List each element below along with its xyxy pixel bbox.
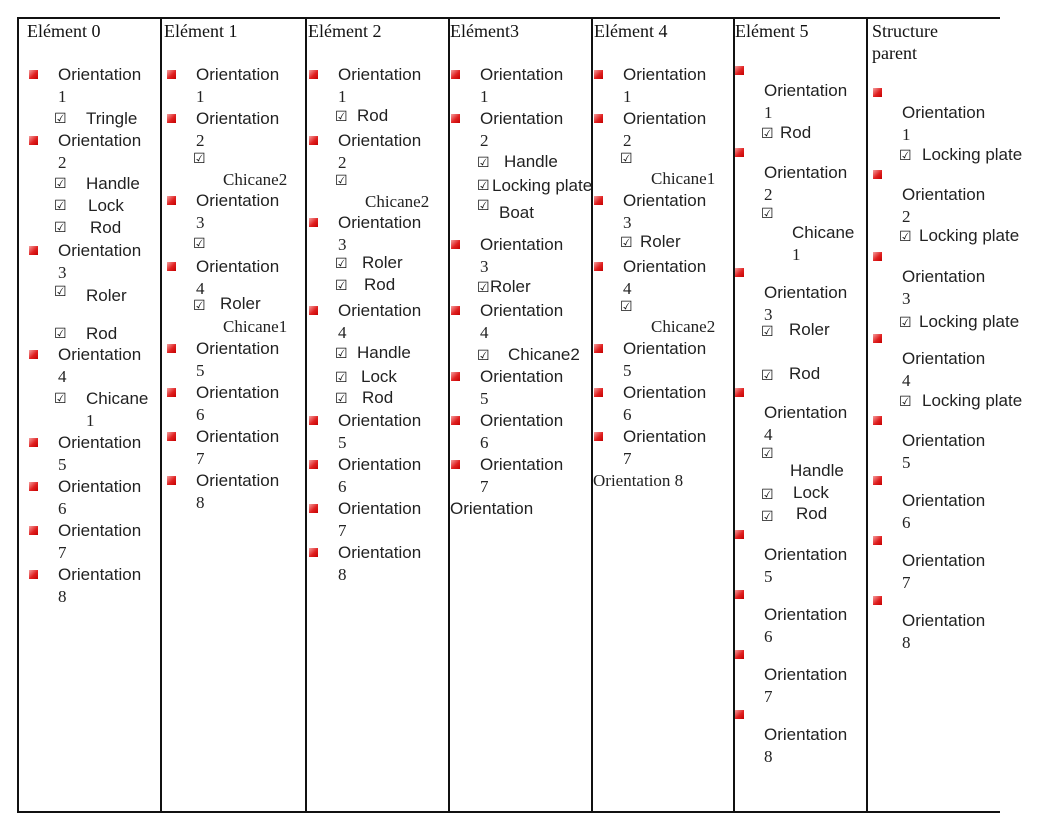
part-label: Chicane1: [651, 169, 716, 188]
orientation-number: 2: [480, 131, 489, 150]
orientation-label: Orientation: [338, 543, 422, 562]
bullet-icon: [873, 252, 882, 261]
checkbox-icon: ☑: [761, 126, 774, 142]
part-label: 1: [792, 245, 801, 264]
orientation-label: Orientation: [58, 65, 142, 84]
part-label: Rod: [789, 364, 821, 383]
orientation-label: Orientation: [338, 213, 422, 232]
bullet-icon: [594, 196, 603, 205]
checkbox-icon: ☑: [477, 178, 490, 194]
bullet-icon: [29, 526, 38, 535]
orientation-number: 4: [623, 279, 632, 298]
part-label: Roler: [220, 294, 261, 313]
orientation-label: Orientation: [764, 605, 848, 624]
orientation-label: Orientation: [623, 191, 707, 210]
orientation-label: Orientation: [450, 499, 534, 518]
checkbox-icon: ☑: [761, 509, 774, 525]
orientation-number: 8: [196, 493, 205, 512]
orientation-number: 1: [902, 125, 911, 144]
orientation-label: Orientation: [58, 477, 142, 496]
orientation-number: 6: [764, 627, 773, 646]
orientation-label: Orientation: [58, 131, 142, 150]
checkbox-icon: ☑: [761, 487, 774, 503]
orientation-label: Orientation: [196, 427, 280, 446]
bullet-icon: [309, 548, 318, 557]
orientation-number: 5: [623, 361, 632, 380]
orientation-number: 3: [58, 263, 67, 282]
orientation-label: Orientation: [902, 185, 986, 204]
orientation-label: Orientation: [480, 411, 564, 430]
part-label: Lock: [793, 483, 829, 502]
orientation-number: 4: [764, 425, 773, 444]
bullet-icon: [451, 460, 460, 469]
checkbox-icon: ☑: [899, 229, 912, 245]
part-label: 1: [86, 411, 95, 430]
orientation-number: 1: [338, 87, 347, 106]
orientation-number: 7: [58, 543, 67, 562]
orientation-label: Orientation: [196, 339, 280, 358]
bullet-icon: [873, 170, 882, 179]
checkbox-icon: ☑: [761, 446, 774, 462]
bullet-icon: [29, 350, 38, 359]
bullet-icon: [735, 590, 744, 599]
bullet-icon: [594, 432, 603, 441]
part-label: Lock: [88, 196, 124, 215]
column-header: Structure: [872, 21, 938, 41]
bullet-icon: [309, 504, 318, 513]
checkbox-icon: ☑: [899, 148, 912, 164]
part-label: Locking plate: [492, 176, 593, 195]
bullet-icon: [594, 262, 603, 271]
bullet-icon: [451, 306, 460, 315]
part-label: Handle: [504, 152, 558, 171]
bullet-icon: [735, 388, 744, 397]
bullet-icon: [873, 88, 882, 97]
bullet-icon: [167, 476, 176, 485]
orientation-number: 1: [623, 87, 632, 106]
checkbox-icon: ☑: [620, 299, 633, 315]
bullet-icon: [167, 70, 176, 79]
orientation-label: Orientation: [338, 499, 422, 518]
part-label: Chicane2: [508, 345, 580, 364]
bullet-icon: [735, 66, 744, 75]
orientation-label: Orientation: [196, 471, 280, 490]
orientation-label: Orientation: [480, 301, 564, 320]
orientation-number: 4: [480, 323, 489, 342]
part-label: Roler: [490, 277, 531, 296]
part-label: Locking plate: [922, 145, 1023, 164]
bullet-icon: [873, 596, 882, 605]
orientation-number: 4: [338, 323, 347, 342]
checkbox-icon: ☑: [54, 326, 67, 342]
orientation-label: Orientation: [196, 383, 280, 402]
checkbox-icon: ☑: [335, 391, 348, 407]
orientation-label: Orientation: [902, 349, 986, 368]
orientation-label: Orientation: [58, 241, 142, 260]
orientation-number: 7: [623, 449, 632, 468]
part-label: Chicane1: [223, 317, 288, 336]
orientation-label: Orientation: [58, 345, 142, 364]
part-label: Roler: [640, 232, 681, 251]
orientation-number: 6: [338, 477, 347, 496]
column-header-line2: parent: [872, 43, 917, 63]
orientation-label: Orientation: [902, 551, 986, 570]
orientation-number: 7: [338, 521, 347, 540]
orientation-label: Orientation: [338, 301, 422, 320]
checkbox-icon: ☑: [477, 198, 490, 214]
orientation-label: Orientation: [58, 565, 142, 584]
bullet-icon: [735, 650, 744, 659]
part-label: Rod: [357, 106, 389, 125]
part-label: Chicane2: [365, 192, 430, 211]
bullet-icon: [309, 218, 318, 227]
orientation-number: 3: [480, 257, 489, 276]
bullet-icon: [29, 482, 38, 491]
part-label: Chicane2: [223, 170, 288, 189]
bullet-icon: [451, 240, 460, 249]
orientation-number: 6: [902, 513, 911, 532]
orientation-number: 3: [196, 213, 205, 232]
checkbox-icon: ☑: [761, 368, 774, 384]
column-divider: [733, 17, 735, 813]
orientation-number: 6: [623, 405, 632, 424]
bullet-icon: [594, 344, 603, 353]
bullet-icon: [29, 246, 38, 255]
orientation-number: 3: [623, 213, 632, 232]
bullet-icon: [735, 148, 744, 157]
checkbox-icon: ☑: [477, 348, 490, 364]
orientation-label: Orientation: [196, 109, 280, 128]
orientation-number: 2: [623, 131, 632, 150]
bullet-icon: [309, 306, 318, 315]
orientation-number: 1: [480, 87, 489, 106]
orientation-label: Orientation: [623, 427, 707, 446]
orientation-label: Orientation: [196, 257, 280, 276]
checkbox-icon: ☑: [335, 173, 348, 189]
bullet-icon: [594, 388, 603, 397]
orientation-label: Orientation: [480, 235, 564, 254]
bullet-icon: [873, 416, 882, 425]
orientation-label: Orientation: [196, 191, 280, 210]
orientation-label: Orientation: [338, 455, 422, 474]
part-label: Locking plate: [922, 391, 1023, 410]
checkbox-icon: ☑: [899, 394, 912, 410]
checkbox-icon: ☑: [54, 220, 67, 236]
orientation-number: 5: [58, 455, 67, 474]
orientation-label: Orientation: [58, 433, 142, 452]
bullet-icon: [451, 70, 460, 79]
orientation-number: 3: [764, 305, 773, 324]
orientation-label: Orientation: [480, 109, 564, 128]
checkbox-icon: ☑: [335, 256, 348, 272]
checkbox-icon: ☑: [335, 109, 348, 125]
column-header: Elément 1: [164, 21, 238, 41]
orientation-label: Orientation: [902, 267, 986, 286]
column-header: Elément3: [450, 21, 519, 41]
orientation-number: 7: [764, 687, 773, 706]
orientation-number: 8: [764, 747, 773, 766]
part-label: Rod: [90, 218, 122, 237]
checkbox-icon: ☑: [477, 155, 490, 171]
orientation-number: 5: [338, 433, 347, 452]
checkbox-icon: ☑: [193, 298, 206, 314]
orientation-number: 8: [902, 633, 911, 652]
part-label: Handle: [86, 174, 140, 193]
bullet-icon: [167, 344, 176, 353]
orientation-number: 2: [58, 153, 67, 172]
orientation-number: 6: [196, 405, 205, 424]
orientation-number: 1: [196, 87, 205, 106]
part-label: Chicane: [86, 389, 149, 408]
table-top-border: [17, 17, 1000, 19]
orientation-label: Orientation: [764, 725, 848, 744]
part-label: Locking plate: [919, 226, 1020, 245]
part-label: Chicane2: [651, 317, 716, 336]
bullet-icon: [594, 70, 603, 79]
part-label: Handle: [357, 343, 411, 362]
checkbox-icon: ☑: [193, 151, 206, 167]
orientation-number: 4: [196, 279, 205, 298]
orientation-number: 2: [338, 153, 347, 172]
orientation-number: 2: [764, 185, 773, 204]
orientation-label: Orientation: [196, 65, 280, 84]
orientation-number: 7: [196, 449, 205, 468]
bullet-icon: [29, 70, 38, 79]
checkbox-icon: ☑: [620, 235, 633, 251]
table-bottom-border: [17, 811, 1000, 813]
orientation-number: 8: [338, 565, 347, 584]
orientation-label: Orientation: [338, 131, 422, 150]
orientation-label: Orientation: [623, 109, 707, 128]
bullet-icon: [167, 196, 176, 205]
bullet-icon: [451, 372, 460, 381]
bullet-icon: [309, 416, 318, 425]
orientation-number: 4: [58, 367, 67, 386]
orientation-number: 5: [902, 453, 911, 472]
part-label: Roler: [789, 320, 830, 339]
part-label: Tringle: [86, 109, 138, 128]
orientation-label: Orientation: [623, 257, 707, 276]
column-header: Elément 0: [27, 21, 101, 41]
bullet-icon: [451, 416, 460, 425]
checkbox-icon: ☑: [54, 111, 67, 127]
column-header: Elément 4: [594, 21, 668, 41]
orientation-label: Orientation 8: [593, 471, 684, 490]
orientation-label: Orientation: [623, 339, 707, 358]
column-header: Elément 5: [735, 21, 809, 41]
column-divider: [305, 17, 307, 813]
orientation-label: Orientation: [764, 545, 848, 564]
orientation-label: Orientation: [338, 411, 422, 430]
bullet-icon: [451, 114, 460, 123]
column-header: Elément 2: [308, 21, 382, 41]
orientation-number: 3: [902, 289, 911, 308]
checkbox-icon: ☑: [335, 278, 348, 294]
bullet-icon: [873, 476, 882, 485]
part-label: Rod: [364, 275, 396, 294]
part-label: Rod: [86, 324, 118, 343]
bullet-icon: [309, 136, 318, 145]
orientation-label: Orientation: [338, 65, 422, 84]
orientation-label: Orientation: [764, 403, 848, 422]
orientation-number: 4: [902, 371, 911, 390]
table-left-border: [17, 17, 19, 813]
bullet-icon: [873, 536, 882, 545]
orientation-label: Orientation: [480, 65, 564, 84]
bullet-icon: [594, 114, 603, 123]
part-label: Lock: [361, 367, 397, 386]
orientation-number: 7: [902, 573, 911, 592]
part-label: Rod: [362, 388, 394, 407]
checkbox-icon: ☑: [193, 236, 206, 252]
bullet-icon: [735, 268, 744, 277]
orientation-label: Orientation: [902, 611, 986, 630]
checkbox-icon: ☑: [54, 284, 67, 300]
checkbox-icon: ☑: [620, 151, 633, 167]
part-label: Handle: [790, 461, 844, 480]
orientation-number: 6: [58, 499, 67, 518]
orientation-number: 3: [338, 235, 347, 254]
bullet-icon: [29, 438, 38, 447]
checkbox-icon: ☑: [54, 176, 67, 192]
checkbox-icon: ☑: [477, 280, 490, 296]
checkbox-icon: ☑: [335, 370, 348, 386]
orientation-number: 5: [764, 567, 773, 586]
orientation-label: Orientation: [480, 367, 564, 386]
part-label: Rod: [796, 504, 828, 523]
bullet-icon: [873, 334, 882, 343]
orientation-label: Orientation: [623, 65, 707, 84]
bullet-icon: [29, 570, 38, 579]
column-divider: [591, 17, 593, 813]
orientation-number: 2: [196, 131, 205, 150]
orientation-number: 5: [480, 389, 489, 408]
orientation-number: 2: [902, 207, 911, 226]
checkbox-icon: ☑: [761, 206, 774, 222]
part-label: Roler: [86, 286, 127, 305]
orientation-number: 6: [480, 433, 489, 452]
column-divider: [160, 17, 162, 813]
orientation-label: Orientation: [902, 103, 986, 122]
orientation-number: 5: [196, 361, 205, 380]
part-label: Locking plate: [919, 312, 1020, 331]
orientation-label: Orientation: [58, 521, 142, 540]
bullet-icon: [309, 70, 318, 79]
checkbox-icon: ☑: [761, 324, 774, 340]
part-label: Chicane: [792, 223, 855, 242]
bullet-icon: [735, 710, 744, 719]
part-label: Rod: [780, 123, 812, 142]
part-label: Boat: [499, 203, 534, 222]
bullet-icon: [167, 262, 176, 271]
part-label: Roler: [362, 253, 403, 272]
orientation-number: 8: [58, 587, 67, 606]
orientation-number: 1: [58, 87, 67, 106]
orientation-label: Orientation: [764, 665, 848, 684]
orientation-label: Orientation: [764, 81, 848, 100]
orientation-label: Orientation: [764, 283, 848, 302]
checkbox-icon: ☑: [54, 198, 67, 214]
orientation-label: Orientation: [623, 383, 707, 402]
bullet-icon: [167, 432, 176, 441]
column-divider: [866, 17, 868, 813]
bullet-icon: [735, 530, 744, 539]
checkbox-icon: ☑: [899, 315, 912, 331]
orientation-label: Orientation: [764, 163, 848, 182]
bullet-icon: [309, 460, 318, 469]
orientation-label: Orientation: [480, 455, 564, 474]
column-divider: [448, 17, 450, 813]
bullet-icon: [167, 388, 176, 397]
orientation-number: 1: [764, 103, 773, 122]
orientation-label: Orientation: [902, 491, 986, 510]
checkbox-icon: ☑: [54, 391, 67, 407]
orientation-label: Orientation: [902, 431, 986, 450]
bullet-icon: [167, 114, 176, 123]
checkbox-icon: ☑: [335, 346, 348, 362]
bullet-icon: [29, 136, 38, 145]
orientation-number: 7: [480, 477, 489, 496]
